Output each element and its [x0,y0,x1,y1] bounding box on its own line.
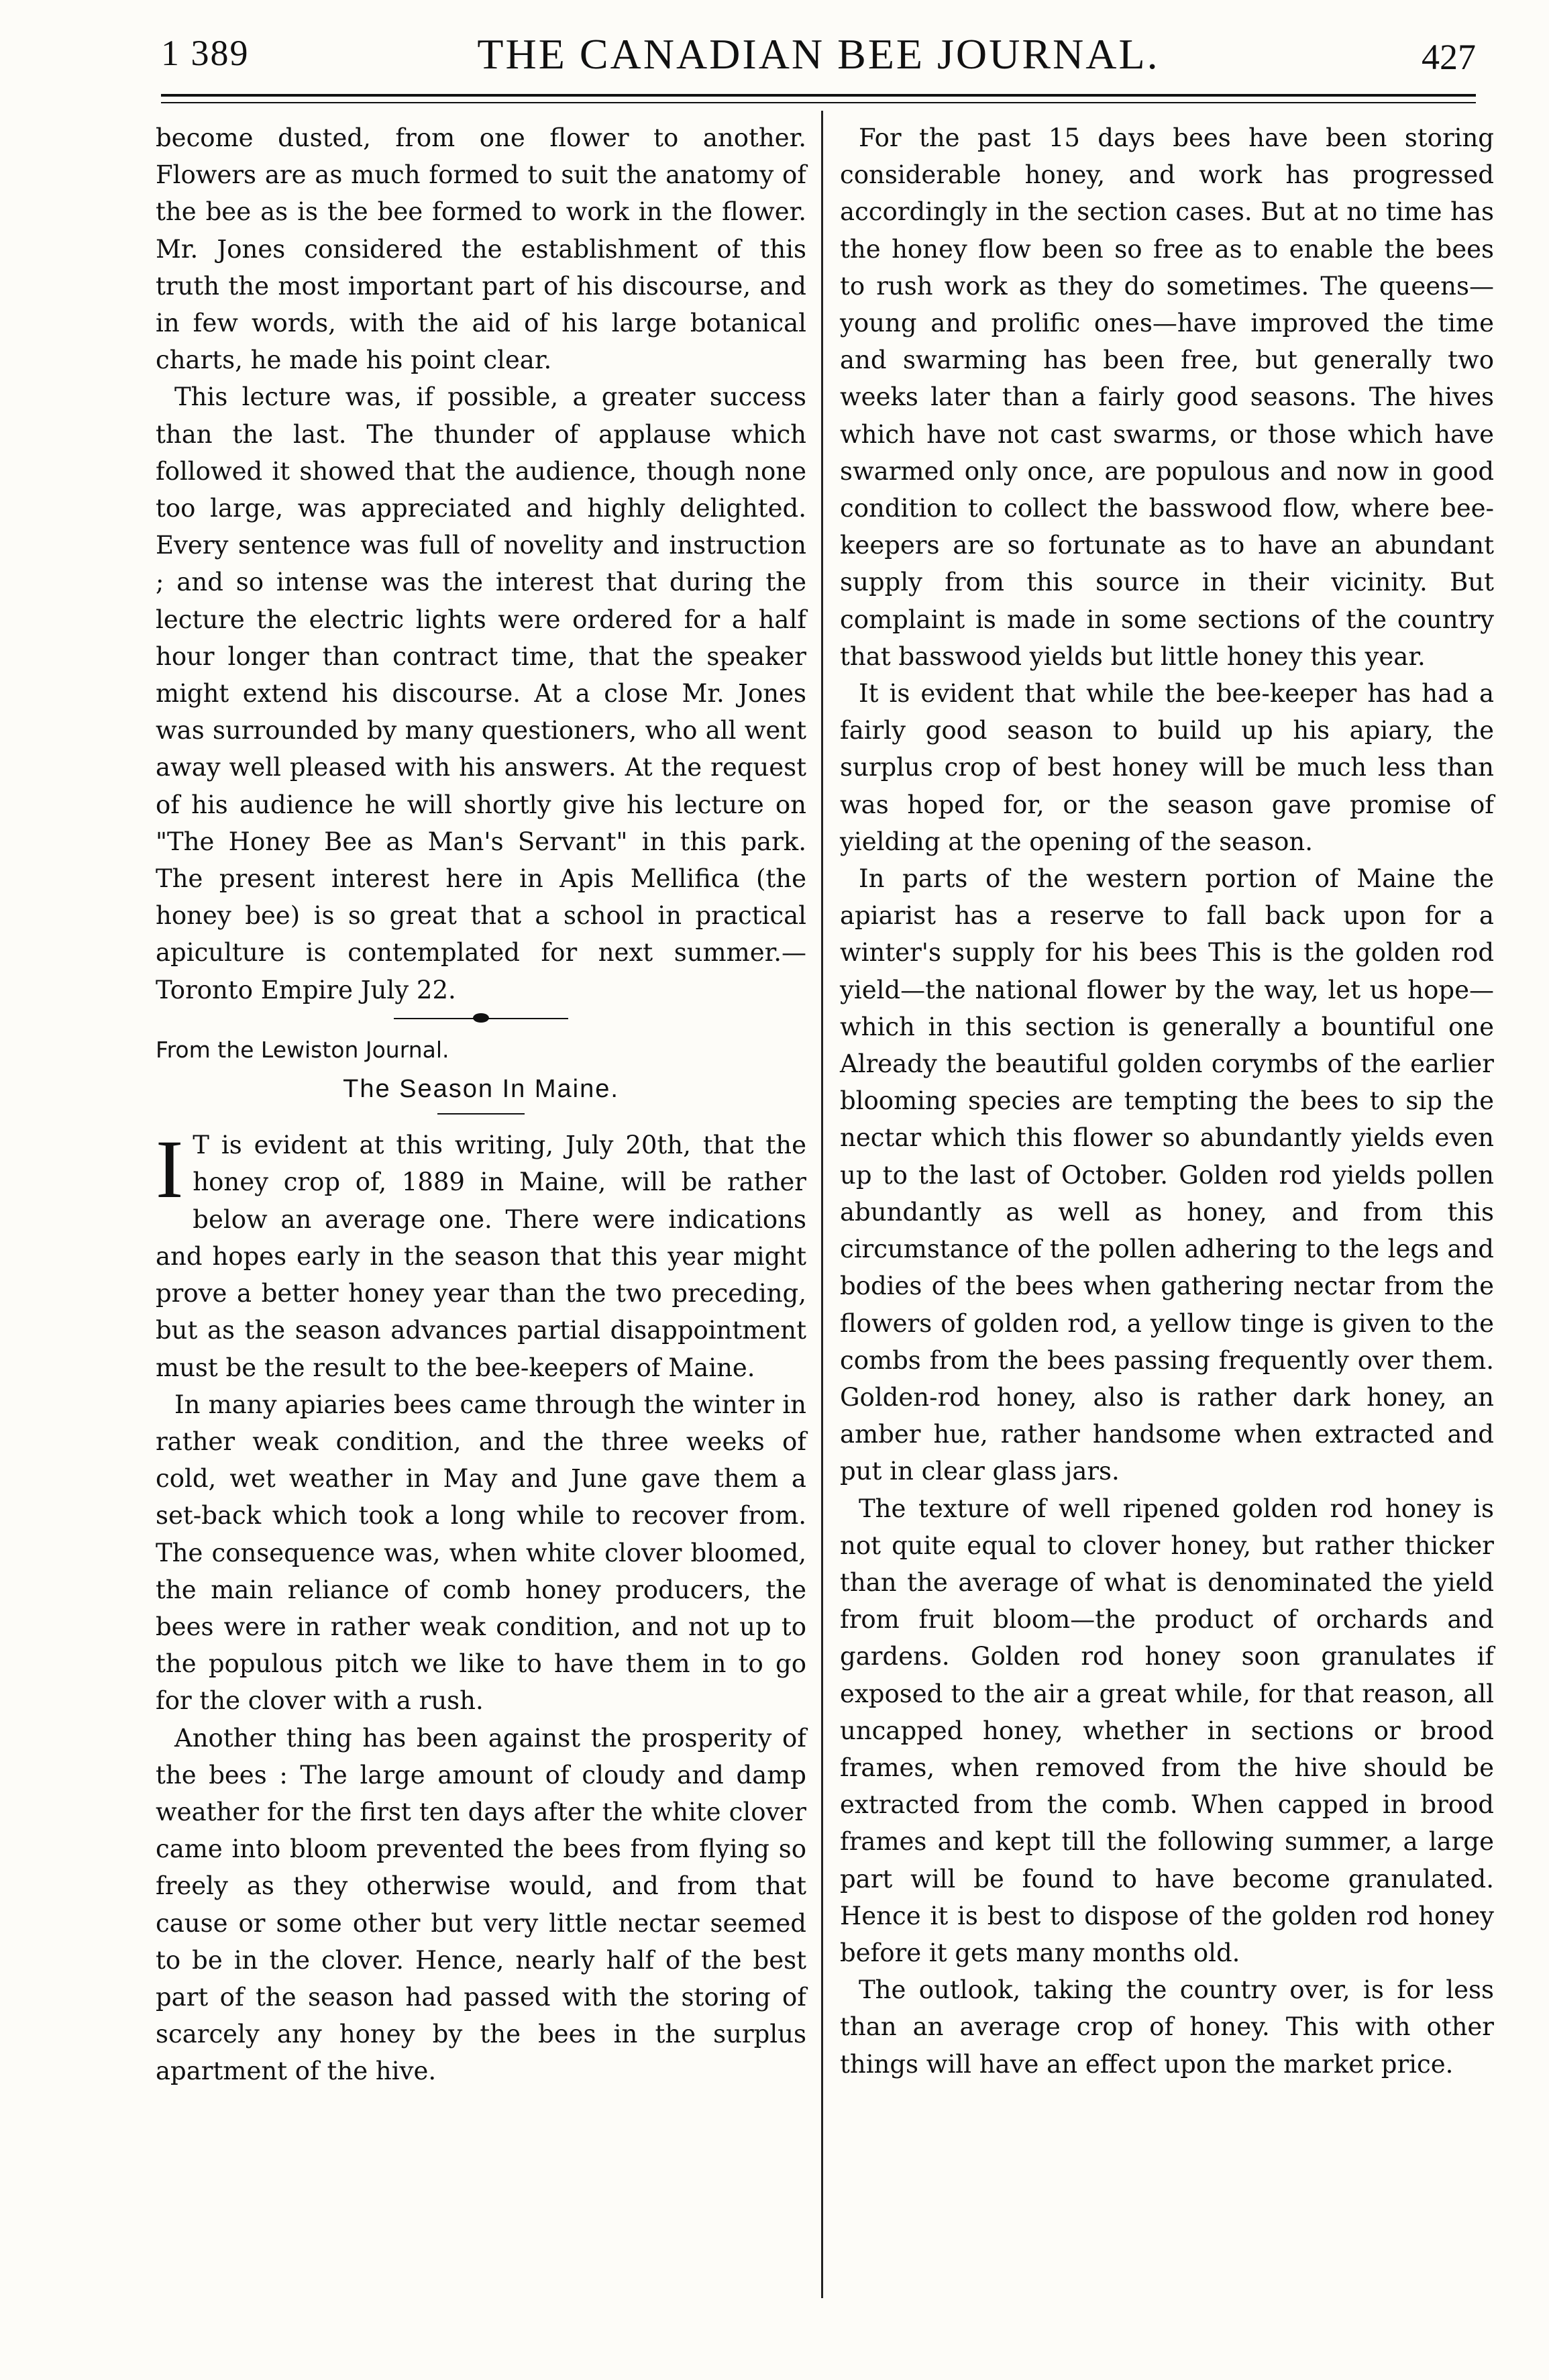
page-header [161,27,1476,81]
right-column [840,119,1494,2083]
paragraph: This lecture was, if possible, a greater success than the last. The thunder of applause which followed it showed that the audience, though none too large, was appreciated and highly delighted. Every sentence was full of novelity and instruction ; and so intense was the interest that during the lecture the electric lights were ordered for a half hour longer than contract time, that the speaker might extend his discourse. At a close Mr. Jones was surrounded by many questioners, who all went away well pleased with his answers. At the request of his audience he will shortly give his lecture on "The Honey Bee as Man's Servant" in this park. The present interest here in Apis Mellifica (the honey bee) is so great that a school in practical apiculture is contemplated for next summer.—Toronto Empire July 22. [156,382,806,1004]
article-heading: The Season In Maine. [343,1075,619,1104]
paragraph: Another thing has been against the prosperity of the bees : The large amount of cloudy and damp weather for the first ten days after the white clover came into bloom prevented the bees from flying so freely as they otherwise would, and from that cause or some other but very little nectar seemed to be in the clover. Hence, nearly half of the best part of the season had passed with the storing of scarcely any honey by the bees in the surplus apartment of the hive. [156,1723,806,2086]
article-source: From the Lewiston Journal. [156,1036,449,1063]
paragraph: T is evident at this writing, July 20th, that the honey crop of, 1889 in Maine, will be rather below an average one. There were indications and hopes early in the season that this year might prove a better honey year than the two preceding, but as the season advances partial disappointment must be the result to the bee-keepers of Maine. [156,1131,806,1382]
page-number: 427 [1422,37,1476,77]
drop-cap: I [156,1123,184,1216]
page-year: 1 389 [161,33,250,73]
header-rule-thin [161,102,1476,103]
paragraph: become dusted, from one flower to another. Flowers are as much formed to suit the anatomy of the bee as is the bee formed to work in the flower. Mr. Jones considered the establishment of this truth the most important part of his discourse, and in few words, with the aid of his large botanical charts, he made his point clear. [156,123,806,375]
paragraph: The outlook, taking the country over, is for less than an average crop of honey. This with other things will have an effect upon the market price. [840,1975,1494,2079]
section-ornament [394,1013,568,1025]
left-column [156,119,806,2090]
paragraph: The texture of well ripened golden rod honey is not quite equal to clover honey, but rather thicker than the average of what is denominated the yield from fruit bloom—the product of orchards and gardens. Golden rod honey soon granulates if exposed to the air a great while, for that reason, all uncapped honey, whether in sections or brood frames, when removed from the hive should be extracted from the comb. When capped in brood frames and kept till the following summer, a large part will be found to have become granulated. Hence it is best to dispose of the golden rod honey before it gets many months old. [840,1494,1494,1967]
paragraph: For the past 15 days bees have been storing considerable honey, and work has progressed accordingly in the section cases. But at no time has the honey flow been so free as to enable the bees to rush work as they do sometimes. The queens—young and prolific ones—have improved the time and swarming has been free, but generally two weeks later than a fairly good seasons. The hives which have not cast swarms, or those which have swarmed only once, are populous and now in good condition to collect the basswood flow, where bee-keepers are so fortunate as to have an abundant supply from this source in their vicinity. But complaint is made in some sections of the country that basswood yields but little honey this year. [840,123,1494,671]
heading-rule [437,1113,525,1115]
journal-title: THE CANADIAN BEE JOURNAL. [477,30,1160,78]
paragraph: In parts of the western portion of Maine the apiarist has a reserve to fall back upon for a winter's supply for his bees This is the golden rod yield—the national flower by the way, let us hope—which in this section is generally a bountiful one Already the beautiful golden corymbs of the earlier blooming species are tempting the bees to sip the nectar which this flower so abundantly yields even up to the last of October. Golden rod yields pollen abundantly as well as honey, and from this circumstance of the pollen adhering to the legs and bodies of the bees when gathering nectar from the flowers of golden rod, a yellow tinge is given to the combs from the bees passing frequently over them. Golden-rod honey, also is rather dark honey, an amber hue, rather handsome when extracted and put in clear glass jars. [840,864,1494,1486]
opening-paragraph [156,1123,806,1386]
paragraph: In many apiaries bees came through the winter in rather weak condition, and the three weeks of cold, wet weather in May and June gave them a set-back which took a long while to recover from. The consequence was, when white clover bloomed, the main reliance of comb honey producers, the bees were in rather weak condition, and not up to the populous pitch we like to have them in to go for the clover with a rush. [156,1390,806,1716]
header-rule [161,94,1476,97]
paragraph: It is evident that while the bee-keeper has had a fairly good season to build up his apiary, the surplus crop of best honey will be much less than was hoped for, or the season gave promise of yielding at the opening of the season. [840,679,1494,856]
column-divider [821,111,823,2298]
